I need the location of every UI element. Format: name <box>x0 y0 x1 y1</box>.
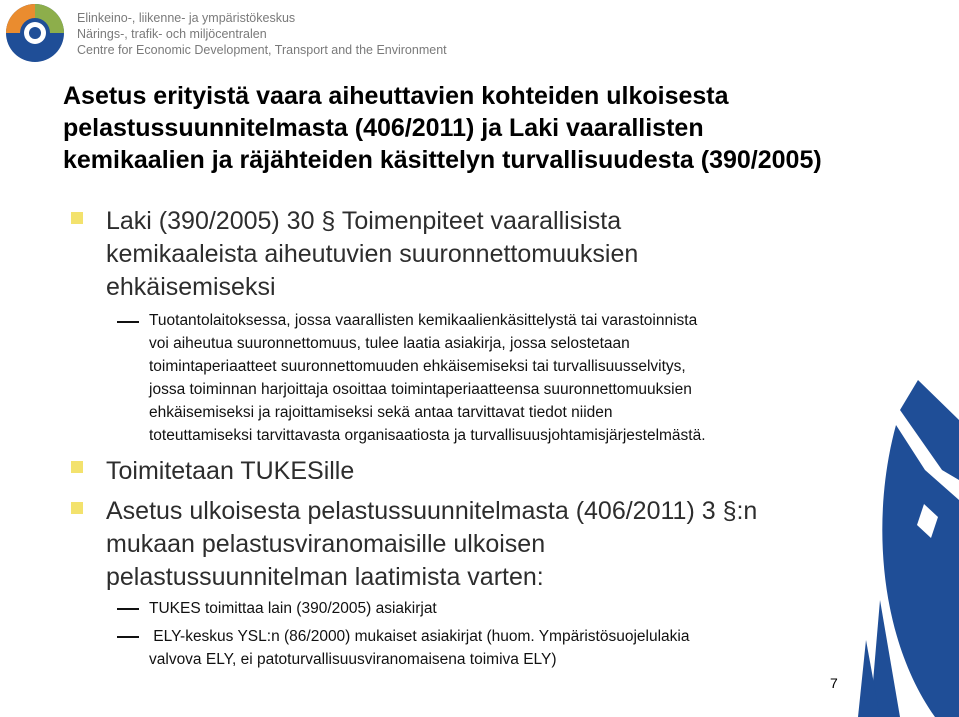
bullet-text-line: Laki (390/2005) 30 § Toimenpiteet vaarallisista <box>106 207 622 235</box>
bullet-text-line: Asetus ulkoisesta pelastussuunnitelmasta (406/2011) 3 §:n <box>106 497 758 525</box>
slide-title <box>63 80 943 176</box>
title-line: kemikaalien ja räjähteiden käsittelyn turvallisuudesta (390/2005) <box>63 146 822 174</box>
bullet-text-line: pelastussuunnitelman laatimista varten: <box>106 563 544 591</box>
sub-bullet-dash <box>117 608 139 610</box>
sub-bullet-dash <box>117 636 139 638</box>
sub-bullet-item <box>149 597 437 620</box>
sub-bullet-item <box>149 625 689 671</box>
sub-bullet-text-line: jossa toiminnan harjoittaja osoittaa toimintaperiaatteensa suuronnettomuuksien <box>149 381 692 398</box>
bullet-text-line: Toimitetaan TUKESille <box>106 457 355 485</box>
sub-bullet-text-line: toimintaperiaatteet suuronnettomuuden ehkäisemiseksi tai turvallisuusselvitys, <box>149 358 686 375</box>
bullet-text-line: kemikaaleista aiheutuvien suuronnettomuuksien <box>106 240 639 268</box>
title-line: Asetus erityistä vaara aiheuttavien kohteiden ulkoisesta <box>63 82 729 110</box>
sub-bullet-text-line: toteuttamiseksi tarvittavasta organisaatiosta ja turvallisuusjohtamisjärjestelmästä. <box>149 427 706 444</box>
org-name-sv: Närings-, trafik- och miljöcentralen <box>77 27 267 41</box>
org-name-en: Centre for Economic Development, Transport and the Environment <box>77 43 447 57</box>
title-line: pelastussuunnitelmasta (406/2011) ja Laki vaarallisten <box>63 114 704 142</box>
bullet-text-line: mukaan pelastusviranomaisille ulkoisen <box>106 530 546 558</box>
sub-bullet-item <box>149 309 706 447</box>
sub-bullet-text-line: voi aiheutua suuronnettomuus, tulee laatia asiakirja, jossa selostetaan <box>149 335 630 352</box>
sub-bullet-text-line: TUKES toimittaa lain (390/2005) asiakirjat <box>149 600 437 617</box>
sub-bullet-dash <box>117 321 139 323</box>
bullet-item <box>106 495 757 594</box>
bullet-item <box>106 205 638 304</box>
organization-name <box>77 10 447 58</box>
sub-bullet-text-line: ELY-keskus YSL:n (86/2000) mukaiset asiakirjat (huom. Ympäristösuojelulakia <box>149 628 690 645</box>
bullet-marker <box>71 502 83 514</box>
sub-bullet-text-line: valvova ELY, ei patoturvallisuusviranomaisena toimiva ELY) <box>149 651 557 668</box>
sub-bullet-text-line: Tuotantolaitoksessa, jossa vaarallisten kemikaalienkäsittelystä tai varastoinnista <box>149 312 698 329</box>
bullet-marker <box>71 212 83 224</box>
page-number: 7 <box>830 675 838 691</box>
bullet-text-line: ehkäisemiseksi <box>106 273 276 301</box>
bullet-marker <box>71 461 83 473</box>
org-name-fi: Elinkeino-, liikenne- ja ympäristökeskus <box>77 11 296 25</box>
sub-bullet-text-line: ehkäisemiseksi ja rajoittamiseksi sekä antaa tarvittavat tiedot niiden <box>149 404 613 421</box>
bullet-item <box>106 455 354 488</box>
ely-logo-icon <box>4 2 66 64</box>
